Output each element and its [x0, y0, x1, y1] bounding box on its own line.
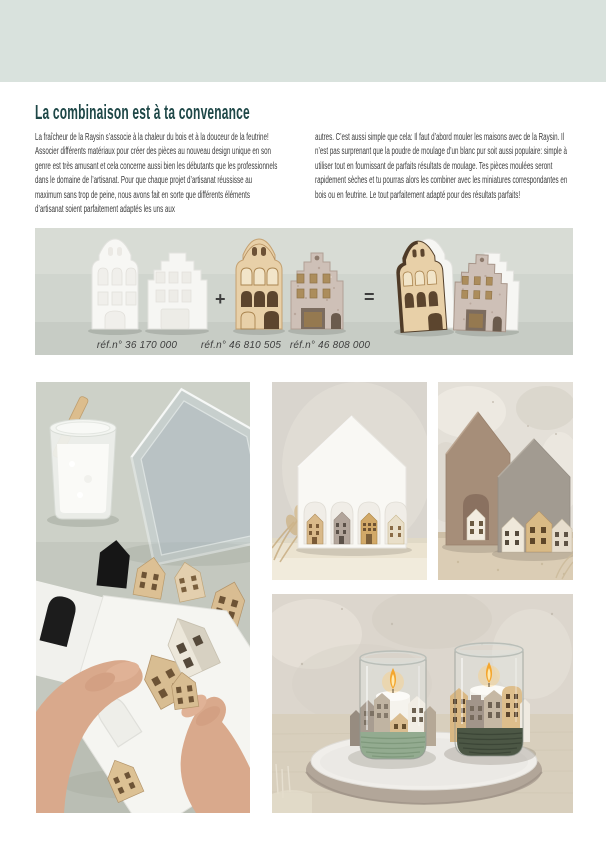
crafting-process-photo [36, 382, 250, 813]
top-color-band [0, 0, 606, 82]
candle-glass-left [350, 651, 436, 759]
product-combination-photo [35, 228, 573, 355]
page-title: La combinaison est à ta convenance [35, 102, 250, 124]
dark-green-yarn-band [457, 728, 523, 756]
product-strip-illustration [35, 228, 573, 355]
plus-symbol: + [215, 289, 226, 309]
reference-number-wood: réf.n° 46 810 505 [200, 340, 282, 351]
candle-holders-photo [272, 594, 573, 813]
intro-paragraph-right: autres. C’est aussi simple que cela: Il faut d’abord mouler les maisons avec de la Raysin. Il n’est pas surprenant que la poudre de moulage d’un blanc pur soit aussi populaire: simple à utiliser tout en fournissant de parfaits résultats de moulage. Tes pièces moulées seront rapidement sèches et tu pourras alors les combiner avec les miniatures correspondantes en bois ou en feutrine. Le tout parfaitement adapté pour des résultats parfaits! [315, 132, 568, 201]
reference-number-plaster: réf.n° 36 170 000 [96, 340, 178, 351]
white-house-decor-photo [272, 382, 427, 580]
reference-number-felt: réf.n° 46 808 000 [289, 340, 371, 351]
candle-glass-right [450, 643, 530, 756]
intro-paragraph-left: La fraîcheur de la Raysin s’associe à la chaleur du bois et à la douceur de la feutrine! Associer différents matériaux pour créer des pièces au nouveau design unique en son genre est très amusant et cela concerne aussi bien les débutants que les professionnels dans le domaine de l’artisanat. Pour que chaque projet d’artisanat réussisse au maximum sans trop de peine, nous avons fait en sorte que différents éléments d’artisanat soient parfaitement adaptés les uns aux [35, 132, 278, 216]
equals-symbol: = [364, 287, 375, 307]
taupe-houses-photo [438, 382, 573, 580]
sage-yarn-band [360, 732, 426, 759]
